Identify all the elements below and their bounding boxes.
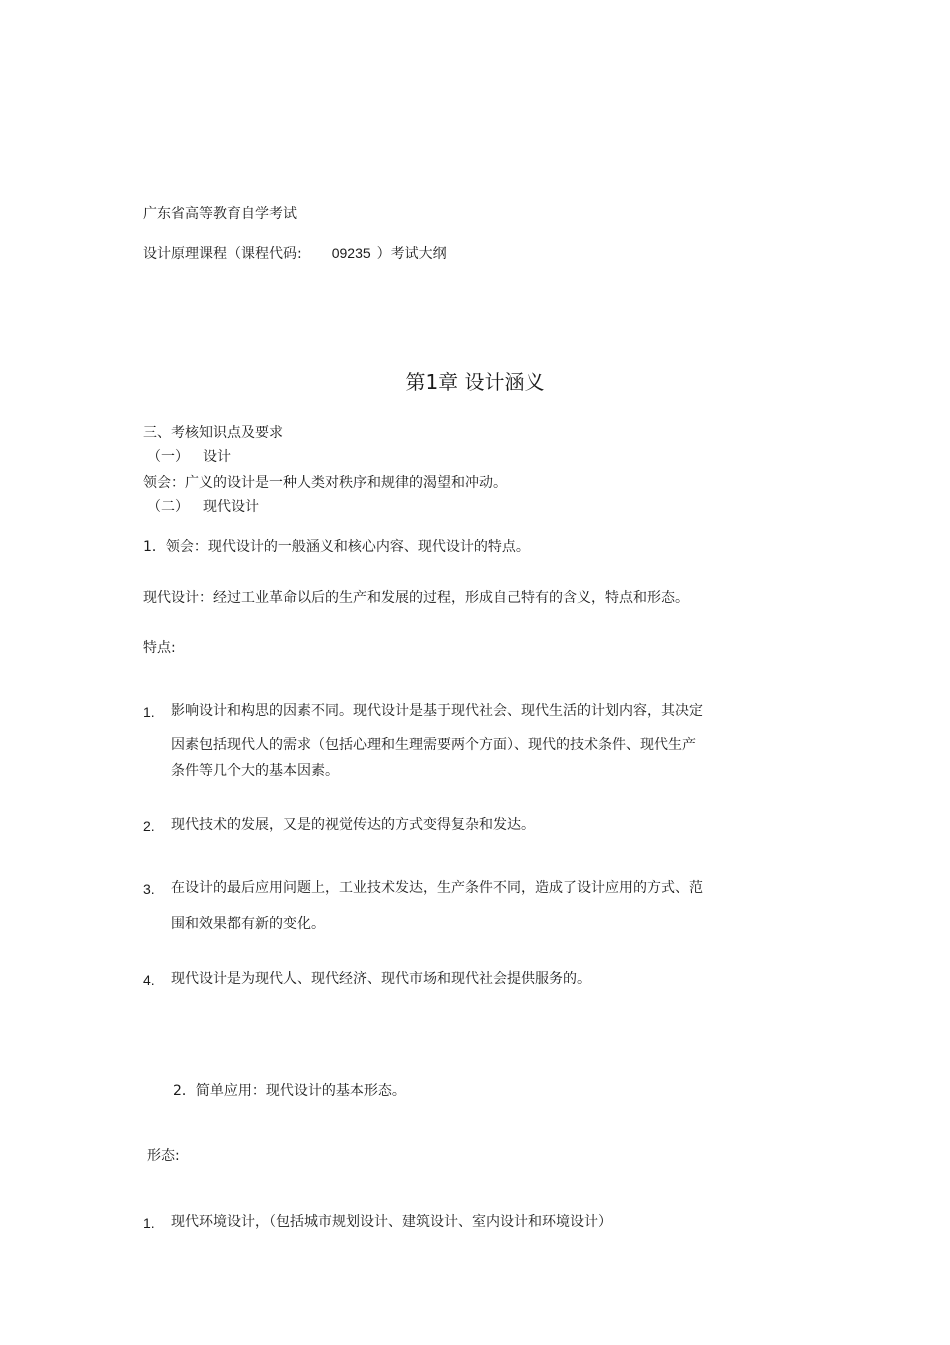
form-1-number: 1. bbox=[143, 1215, 155, 1231]
syllabus-title bbox=[143, 246, 447, 261]
part-2-title: 现代设计 bbox=[203, 499, 259, 515]
modern-design-definition: 现代设计：经过工业革命以后的生产和发展的过程，形成自己特有的含义，特点和形态。 bbox=[143, 590, 689, 606]
point-1: 1．领会：现代设计的一般涵义和核心内容、现代设计的特点。 bbox=[143, 539, 530, 555]
part-1-label: （一） bbox=[147, 449, 189, 465]
syllabus-title-prefix: 设计原理课程（课程代码: bbox=[143, 246, 302, 262]
chapter-title: 第1章 设计涵义 bbox=[405, 370, 545, 394]
feature-3-number: 3. bbox=[143, 881, 155, 897]
feature-4-line-1: 现代设计是为现代人、现代经济、现代市场和现代社会提供服务的。 bbox=[171, 971, 591, 987]
part-1-title: 设计 bbox=[203, 449, 231, 465]
point-2: 2．简单应用：现代设计的基本形态。 bbox=[173, 1083, 406, 1099]
forms-label: 形态: bbox=[147, 1148, 180, 1164]
feature-1-line-2: 因素包括现代人的需求（包括心理和生理需要两个方面）、现代的技术条件、现代生产 bbox=[171, 737, 696, 753]
part-2-label: （二） bbox=[147, 499, 189, 515]
feature-2-number: 2. bbox=[143, 818, 155, 834]
feature-1-line-3: 条件等几个大的基本因素。 bbox=[171, 763, 339, 779]
form-1-text: 现代环境设计，（包括城市规划设计、建筑设计、室内设计和环境设计） bbox=[171, 1214, 612, 1230]
features-label: 特点: bbox=[143, 640, 176, 656]
feature-1-line-1: 影响设计和构思的因素不同。现代设计是基于现代社会、现代生活的计划内容，其决定 bbox=[171, 703, 703, 719]
feature-4-number: 4. bbox=[143, 972, 155, 988]
course-code: 09235 bbox=[331, 245, 371, 261]
feature-2-line-1: 现代技术的发展，又是的视觉传达的方式变得复杂和发达。 bbox=[171, 817, 535, 833]
feature-3-line-1: 在设计的最后应用问题上，工业技术发达，生产条件不同，造成了设计应用的方式、范 bbox=[171, 880, 703, 896]
section-heading: 三、考核知识点及要求 bbox=[143, 425, 283, 441]
part-1-comprehend: 领会：广义的设计是一种人类对秩序和规律的渴望和冲动。 bbox=[143, 475, 507, 491]
exam-header: 广东省高等教育自学考试 bbox=[143, 206, 297, 222]
syllabus-title-suffix: ）考试大纲 bbox=[376, 246, 447, 262]
feature-1-number: 1. bbox=[143, 704, 155, 720]
feature-3-line-2: 围和效果都有新的变化。 bbox=[171, 916, 325, 932]
